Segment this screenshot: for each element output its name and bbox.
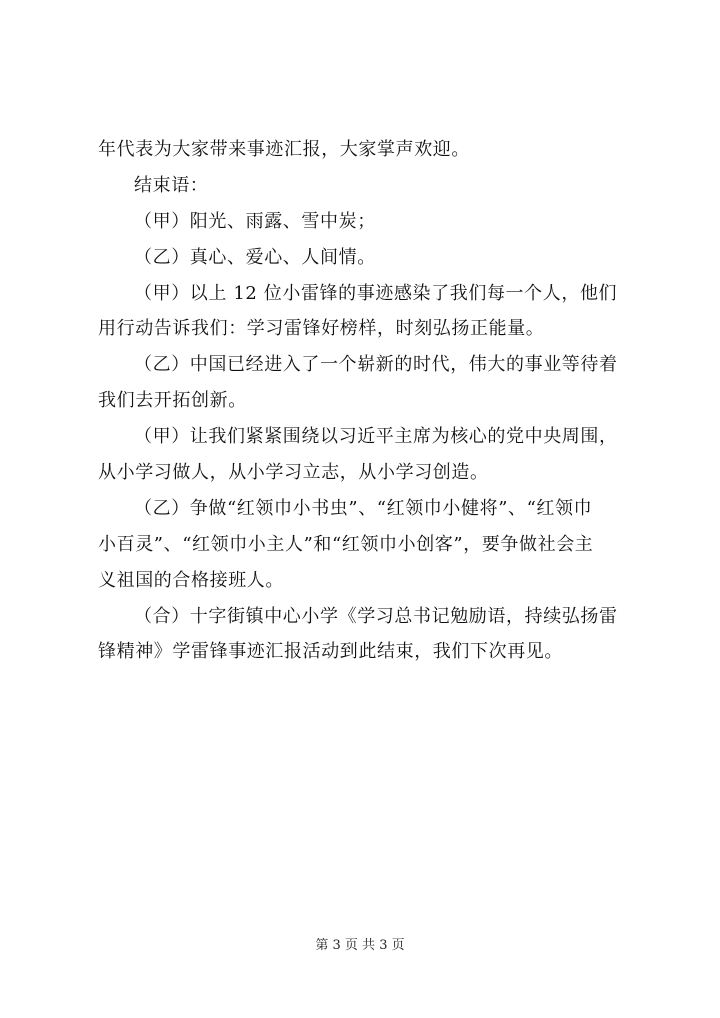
text-line: （甲）让我们紧紧围绕以习近平主席为核心的党中央周围， [134,426,618,448]
text-line: 从小学习做人，从小学习立志，从小学习创造。 [98,462,489,484]
text-line: 用行动告诉我们：学习雷锋好榜样，时刻弘扬正能量。 [98,318,545,340]
text-line: （乙）中国已经进入了一个崭新的时代，伟大的事业等待着 [134,354,618,376]
text-line: （甲）阳光、雨露、雪中炭； [134,210,376,232]
text-line: （合）十字街镇中心小学《学习总书记勉励语，持续弘扬雷 [134,605,618,627]
text-line: 年代表为大家带来事迹汇报，大家掌声欢迎。 [98,139,470,160]
text-line: （乙）争做“红领巾小书虫”、“红领巾小健将”、“红领巾 [134,497,593,519]
text-line: 锋精神》学雷锋事迹汇报活动到此结束，我们下次再见。 [98,641,563,663]
text-line: （乙）真心、爱心、人间情。 [134,246,376,268]
text-line: 我们去开拓创新。 [98,390,247,412]
page-number: 第 3 页 共 3 页 [315,938,405,953]
text-line: 小百灵”、“红领巾小主人”和“红领巾小创客”，要争做社会主 [98,533,594,555]
text-line: 义祖国的合格接班人。 [98,569,284,591]
page-footer [0,936,720,956]
document-body [98,132,638,670]
text-line: （甲）以上 12 位小雷锋的事迹感染了我们每一个人，他们 [134,282,618,304]
text-line: 结束语： [134,174,209,196]
